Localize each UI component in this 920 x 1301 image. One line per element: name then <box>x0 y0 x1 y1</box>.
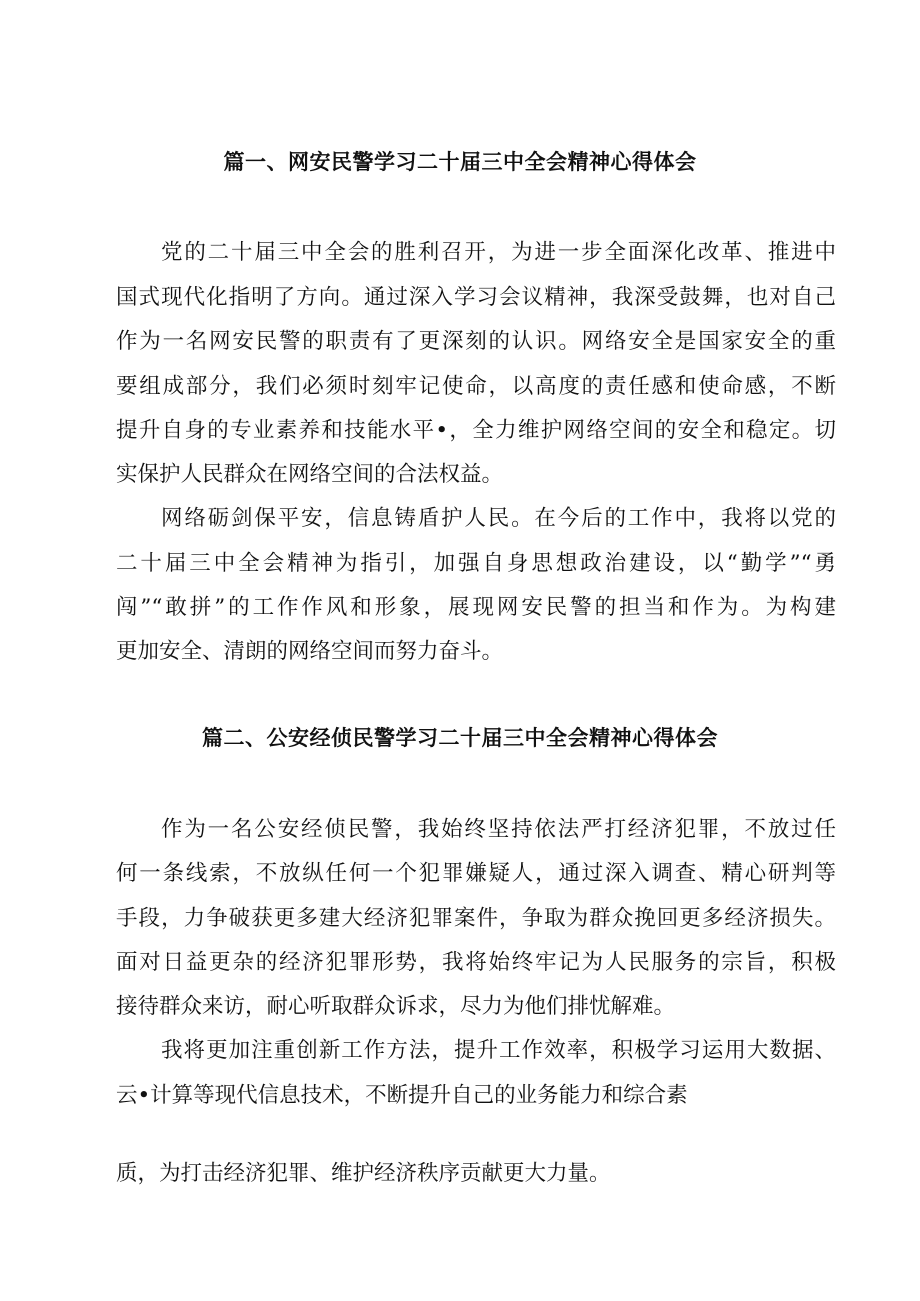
section-1-para-2-line-1: 网络砺剑保平安，信息铸盾护人民。在今后的工作中，我将以党的 <box>161 506 836 531</box>
section-1-para-1-line-3: 作为一名网安民警的职责有了更深刻的认识。网络安全是国家安全的重 <box>116 329 836 354</box>
section-2-para-1-line-3: 手段，力争破获更多建大经济犯罪案件，争取为群众挽回更多经济损失。 <box>116 906 836 931</box>
section-1-para-1-line-4: 要组成部分，我们必须时刻牢记使命，以高度的责任感和使命感，不断 <box>116 374 836 399</box>
section-1-para-1-line-5: 提升自身的专业素养和技能水平•，全力维护网络空间的安全和稳定。切 <box>116 418 836 443</box>
section-2-para-2-line-1: 我将更加注重创新工作方法，提升工作效率，积极学习运用大数据、 <box>161 1038 836 1063</box>
section-1-para-2-line-4: 更加安全、清朗的网络空间而努力奋斗。 <box>116 639 504 664</box>
section-2-para-2-line-3: 质，为打击经济犯罪、维护经济秩序贡献更大力量。 <box>116 1161 611 1186</box>
section-1-para-1-line-1: 党的二十届三中全会的胜利召开，为进一步全面深化改革、推进中 <box>161 240 836 265</box>
section-2-para-2-line-2: 云•计算等现代信息技术，不断提升自己的业务能力和综合素 <box>116 1083 688 1108</box>
section-1-title: 篇一、网安民警学习二十届三中全会精神心得体会 <box>223 149 697 174</box>
section-1-para-1-line-2: 国式现代化指明了方向。通过深入学习会议精神，我深受鼓舞，也对自己 <box>116 285 836 310</box>
section-2-para-1-line-2: 何一条线索，不放纵任何一个犯罪嫌疑人，通过深入调查、精心研判等 <box>116 861 836 886</box>
section-2-title: 篇二、公安经侦民警学习二十届三中全会精神心得体会 <box>202 725 718 750</box>
section-1-para-2-line-2: 二十届三中全会精神为指引，加强自身思想政治建设，以“勤学”“勇 <box>116 551 836 576</box>
section-1-para-1-line-6: 实保护人民群众在网络空间的合法权益。 <box>116 462 504 487</box>
section-2-para-1-line-1: 作为一名公安经侦民警，我始终坚持依法严打经济犯罪，不放过任 <box>161 817 836 842</box>
section-2-para-1-line-5: 接待群众来访，耐心听取群众诉求，尽力为他们排忧解难。 <box>116 994 676 1019</box>
section-1-para-2-line-3: 闯”“敢拼”的工作作风和形象，展现网安民警的担当和作为。为构建 <box>116 595 836 620</box>
section-2-para-1-line-4: 面对日益更杂的经济犯罪形势，我将始终牢记为人民服务的宗旨，积极 <box>116 950 836 975</box>
